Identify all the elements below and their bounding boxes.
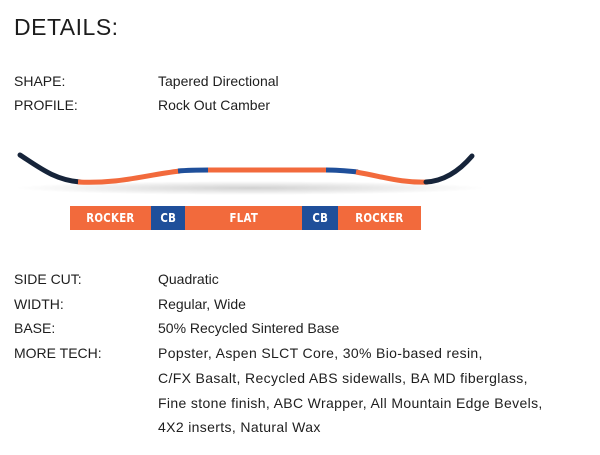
more-tech-line: Fine stone finish, ABC Wrapper, All Mountain Edge Bevels, bbox=[158, 395, 543, 411]
profile-value: Rock Out Camber bbox=[158, 97, 271, 113]
width-label: WIDTH: bbox=[14, 296, 64, 312]
segment-flat bbox=[185, 206, 302, 230]
more-tech-line: Popster, Aspen SLCT Core, 30% Bio-based resin, bbox=[158, 345, 483, 361]
side-cut-value: Quadratic bbox=[158, 271, 219, 287]
segment-label: FLAT bbox=[229, 211, 258, 225]
profile-legend-bar bbox=[70, 206, 421, 230]
base-label: BASE: bbox=[14, 320, 56, 336]
board-rocker-nose bbox=[78, 171, 180, 182]
shape-label: SHAPE: bbox=[14, 73, 66, 89]
segment-label: CB bbox=[312, 211, 328, 225]
segment-label: ROCKER bbox=[355, 211, 404, 225]
segment-label: ROCKER bbox=[86, 211, 135, 225]
more-tech-line: 4X2 inserts, Natural Wax bbox=[158, 419, 321, 435]
side-cut-label: SIDE CUT: bbox=[14, 271, 82, 287]
more-tech-line: C/FX Basalt, Recycled ABS sidewalls, BA MD fiberglass, bbox=[158, 370, 528, 386]
segment-label: CB bbox=[160, 211, 176, 225]
board-rocker-tail bbox=[356, 172, 428, 182]
base-value: 50% Recycled Sintered Base bbox=[158, 320, 340, 336]
board-nose-tip bbox=[20, 155, 80, 182]
board-camber-right bbox=[326, 170, 358, 172]
page-title: DETAILS: bbox=[14, 14, 119, 40]
board-profile-illustration bbox=[10, 148, 485, 198]
shape-value: Tapered Directional bbox=[158, 73, 279, 89]
segment-cb-right bbox=[302, 206, 338, 230]
profile-label: PROFILE: bbox=[14, 97, 78, 113]
segment-cb-left bbox=[151, 206, 185, 230]
board-tail-tip bbox=[426, 156, 472, 182]
segment-rocker-left bbox=[70, 206, 151, 230]
width-value: Regular, Wide bbox=[158, 296, 246, 312]
board-camber-left bbox=[178, 170, 210, 171]
segment-rocker-right bbox=[338, 206, 421, 230]
more-tech-label: MORE TECH: bbox=[14, 345, 102, 361]
